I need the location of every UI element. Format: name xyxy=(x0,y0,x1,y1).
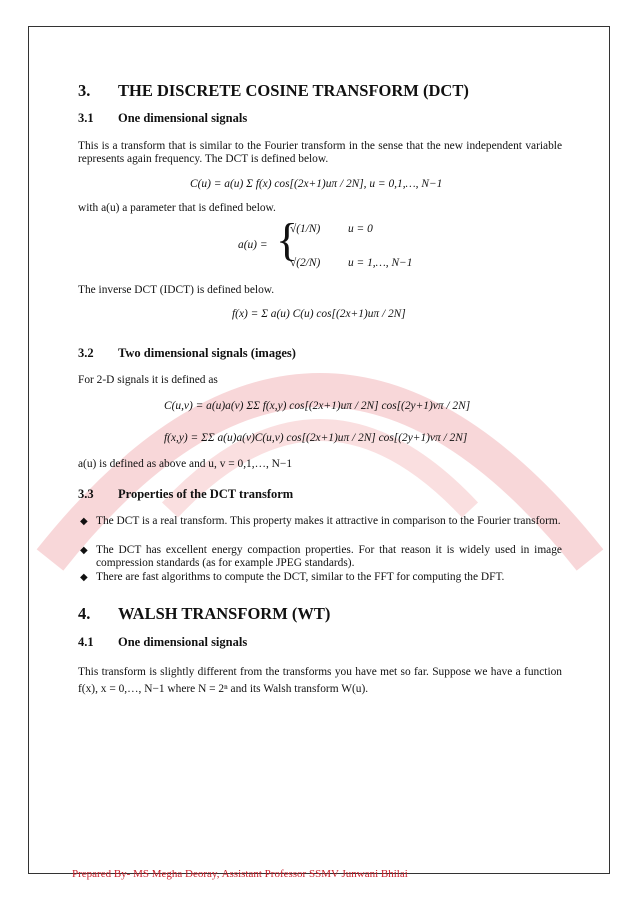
section-3-1-number: 3.1 xyxy=(78,111,94,125)
paragraph-inverse: The inverse DCT (IDCT) is defined below. xyxy=(78,284,275,296)
equation-2d-forward: C(u,v) = a(u)a(v) ΣΣ f(x,y) cos[(2x+1)uπ / 2N] cos[(2y+1)vπ / 2N] xyxy=(164,400,471,412)
bullet-icon: ◆ xyxy=(80,545,88,556)
section-3-2-number: 3.2 xyxy=(78,346,94,360)
section-4-1-number: 4.1 xyxy=(78,635,94,649)
footer-credit: Prepared By- MS Megha Deoray, Assistant Professor SSMV Junwani Bhilai xyxy=(72,868,408,880)
paragraph-with-a: with a(u) a parameter that is defined below. xyxy=(78,202,276,214)
left-brace: { xyxy=(276,214,299,265)
equation-idct: f(x) = Σ a(u) C(u) cos[(2x+1)uπ / 2N] xyxy=(232,308,406,320)
section-3-title: THE DISCRETE COSINE TRANSFORM (DCT) xyxy=(118,81,469,100)
section-4-1-title: One dimensional signals xyxy=(118,635,248,649)
equation-dct: C(u) = a(u) Σ f(x) cos[(2x+1)uπ / 2N], u = 0,1,…, N−1 xyxy=(190,178,443,190)
case-1-condition: u = 0 xyxy=(348,223,373,235)
list-item: There are fast algorithms to compute the DCT, similar to the FFT for computing the DFT. xyxy=(96,571,505,583)
paragraph-2d: For 2-D signals it is defined as xyxy=(78,374,218,386)
case-1-value: √(1/N) xyxy=(290,223,321,235)
section-3-3-title: Properties of the DCT transform xyxy=(118,487,294,501)
paragraph-au-defined: a(u) is defined as above and u, v = 0,1,…, N−1 xyxy=(78,458,293,470)
list-item: The DCT is a real transform. This property makes it attractive in comparison to the Fourier transform. xyxy=(96,515,561,527)
bullet-icon: ◆ xyxy=(80,572,88,583)
list-item: The DCT has excellent energy compaction properties. For that reason it is widely used in image compression standards (as for example JPEG standards). xyxy=(96,544,562,569)
section-4-number: 4. xyxy=(78,604,91,623)
equation-a-lhs: a(u) = xyxy=(238,239,268,251)
paragraph-dct-intro: This is a transform that is similar to the Fourier transform in the sense that the new independent variable represents again frequency. The DCT is defined below. xyxy=(78,140,562,165)
section-4-title: WALSH TRANSFORM (WT) xyxy=(118,604,331,623)
bullet-icon: ◆ xyxy=(80,516,88,527)
section-3-1-title: One dimensional signals xyxy=(118,111,248,125)
equation-2d-inverse: f(x,y) = ΣΣ a(u)a(v)C(u,v) cos[(2x+1)uπ / 2N] cos[(2y+1)vπ / 2N] xyxy=(164,432,468,444)
section-3-3-number: 3.3 xyxy=(78,487,94,501)
section-3-number: 3. xyxy=(78,81,91,100)
case-2-condition: u = 1,…, N−1 xyxy=(348,257,413,269)
paragraph-walsh: This transform is slightly different from the transforms you have met so far. Suppose we have a function f(x), x = 0,…, N−1 where N = 2ⁿ and its Walsh transform W(u). xyxy=(78,666,562,695)
case-2-value: √(2/N) xyxy=(290,257,321,269)
section-3-2-title: Two dimensional signals (images) xyxy=(118,346,296,360)
